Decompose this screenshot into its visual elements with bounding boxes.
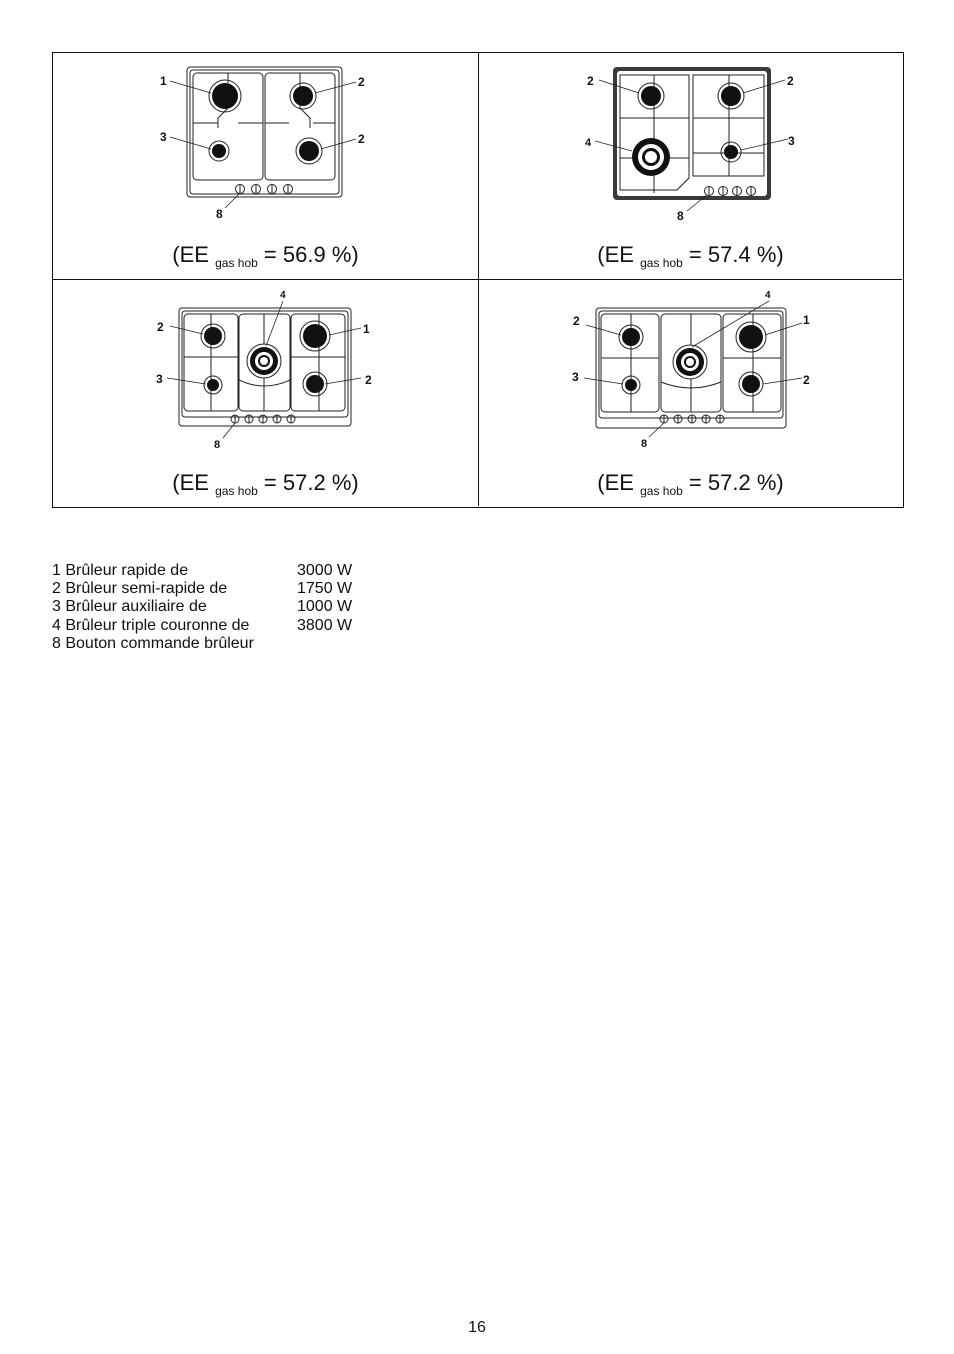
burner-semi-rapid — [619, 325, 643, 349]
hob-diagram-1 — [53, 53, 479, 280]
callout-label: 2 — [157, 320, 164, 334]
burner-rapid — [736, 322, 766, 352]
burner-auxiliary — [204, 376, 222, 394]
legend-item-name: 4 Brûleur triple couronne de — [52, 616, 250, 634]
callout-label: 2 — [587, 74, 594, 88]
callout-label: 2 — [573, 314, 580, 328]
callout-label: 2 — [787, 74, 794, 88]
callout-label: 3 — [160, 130, 167, 144]
burner-rapid — [209, 80, 241, 112]
efficiency-label: (EE $_{gas hob}$ = 56.9 %) — [172, 242, 359, 270]
callout-label: 2 — [358, 132, 365, 146]
legend-item — [52, 598, 352, 616]
callout-label: 3 — [788, 134, 795, 148]
burner-semi-rapid — [638, 83, 664, 109]
control-knobs — [231, 415, 295, 423]
callout-label: 2 — [365, 373, 372, 387]
hob-diagram-3 — [53, 280, 479, 506]
legend-item — [52, 562, 352, 580]
legend-item — [52, 635, 352, 653]
page-number: 16 — [468, 1319, 486, 1336]
legend-item-power: 1750 W — [297, 580, 353, 598]
callout-label: 8 — [214, 439, 221, 451]
burner-legend — [52, 562, 352, 653]
legend-item-name: 3 Brûleur auxiliaire de — [52, 598, 207, 616]
legend-item-power: 3000 W — [297, 562, 353, 579]
burner-semi-rapid — [718, 83, 744, 109]
callout-label: 8 — [677, 209, 684, 223]
control-knobs — [236, 184, 293, 194]
burner-semi-rapid — [303, 372, 327, 396]
control-knobs — [660, 415, 724, 423]
callout-label: 1 — [803, 313, 810, 327]
callout-label: 4 — [765, 290, 771, 301]
burner-rapid — [300, 321, 330, 351]
legend-item — [52, 580, 352, 598]
burner-semi-rapid — [290, 83, 316, 109]
efficiency-label: (EE $_{gas hob}$ = 57.4 %) — [597, 242, 784, 270]
callout-label: 3 — [572, 370, 579, 384]
callout-label: 8 — [641, 438, 648, 450]
burner-auxiliary — [721, 142, 741, 162]
legend-item-power: 3800 W — [297, 616, 353, 634]
burner-triple-crown — [632, 138, 670, 176]
hob-diagram-grid — [52, 52, 904, 508]
callout-label: 4 — [280, 290, 286, 301]
legend-item-name: 1 Brûleur rapide de — [52, 562, 189, 579]
callout-label: 4 — [585, 137, 592, 149]
burner-semi-rapid — [296, 138, 322, 164]
burner-triple-crown — [247, 344, 281, 378]
hob-diagram-2 — [479, 53, 902, 280]
legend-item — [52, 617, 352, 635]
hob-diagram-4 — [479, 280, 902, 506]
callout-label: 2 — [358, 75, 365, 89]
efficiency-label: (EE $_{gas hob}$ = 57.2 %) — [597, 470, 784, 498]
burner-auxiliary — [209, 141, 229, 161]
burner-triple-crown — [673, 345, 707, 379]
callout-label: 1 — [363, 322, 370, 336]
callout-label: 1 — [160, 74, 167, 88]
legend-item-name: 8 Bouton commande brûleur — [52, 634, 254, 652]
legend-item-name: 2 Brûleur semi-rapide de — [52, 580, 228, 598]
legend-item-power: 1000 W — [297, 598, 353, 616]
burner-semi-rapid — [201, 324, 225, 348]
efficiency-label: (EE $_{gas hob}$ = 57.2 %) — [172, 470, 359, 498]
callout-label: 2 — [803, 373, 810, 387]
callout-label: 3 — [156, 372, 163, 386]
burner-semi-rapid — [739, 372, 763, 396]
callout-label: 8 — [216, 207, 223, 221]
